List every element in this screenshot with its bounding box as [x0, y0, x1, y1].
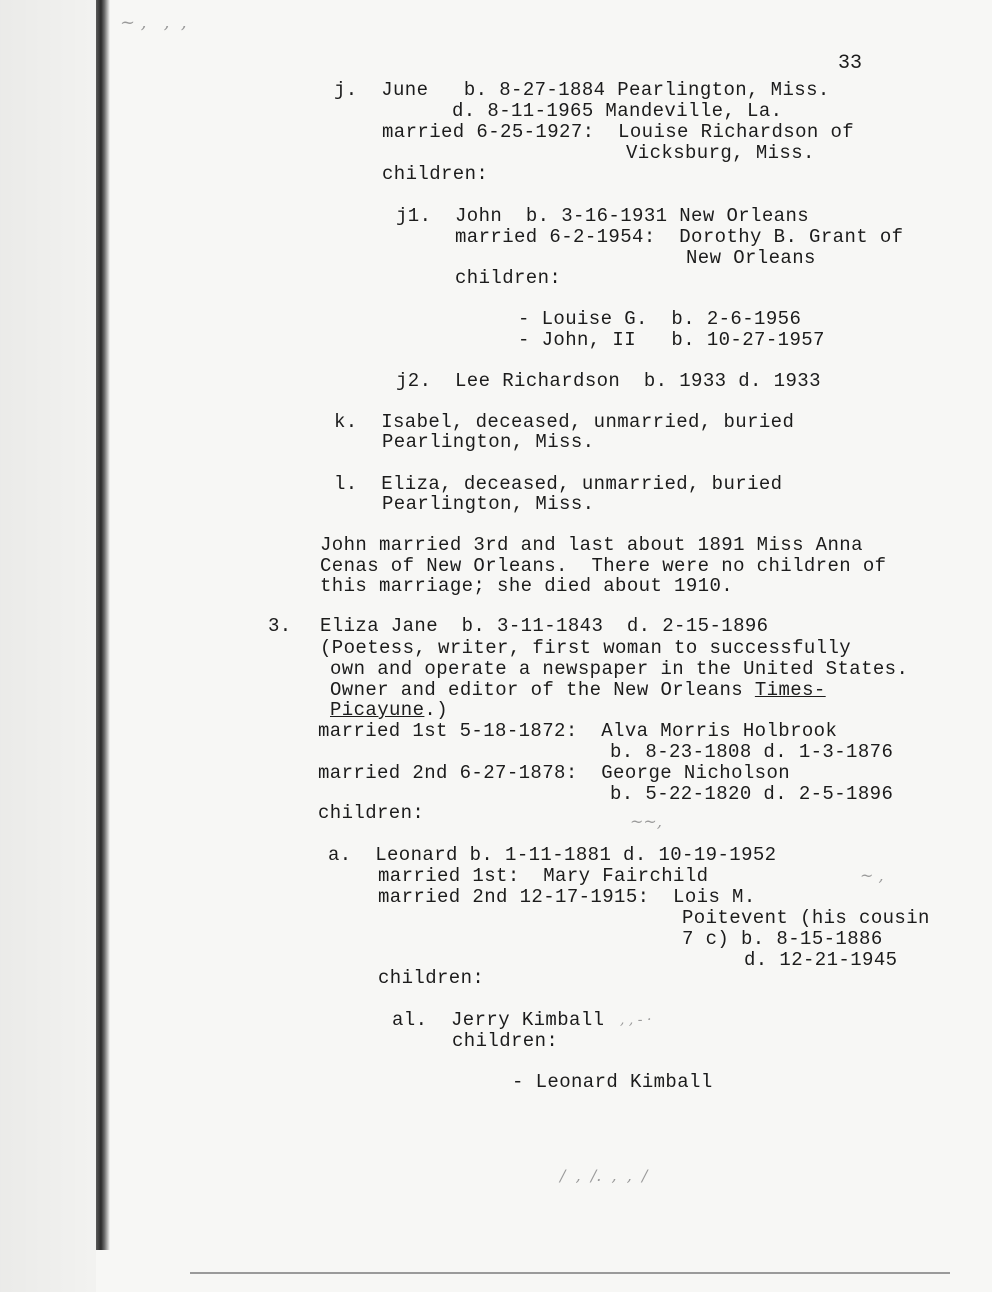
- line-three-4: [330, 680, 826, 700]
- line-three-2: (Poetess, writer, first woman to successfully: [320, 637, 852, 659]
- line-a-children: children:: [378, 967, 485, 989]
- line-three-3: own and operate a newspaper in the United States.: [330, 658, 909, 680]
- line-a-m2-2: Poitevent (his cousin: [682, 907, 930, 929]
- line-j-died: d. 8-11-1965 Mandeville, La.: [452, 100, 783, 122]
- line-j1-married: married 6-2-1954: Dorothy B. Grant of: [455, 226, 904, 248]
- line-a1-children: children:: [452, 1030, 559, 1052]
- line-k-head: k. Isabel, deceased, unmarried, buried: [334, 411, 795, 433]
- line-three-children: children:: [318, 802, 425, 824]
- line-three-4a: Owner and editor of the New Orleans: [330, 679, 755, 701]
- line-a-m2-4: d. 12-21-1945: [744, 949, 898, 971]
- line-j1-married-2: New Orleans: [686, 247, 816, 269]
- line-j-married-2: Vicksburg, Miss.: [626, 142, 815, 164]
- handwritten-mark: / , /. , , /: [560, 1166, 648, 1185]
- line-three-5a: Picayune: [330, 699, 425, 721]
- line-para-3: this marriage; she died about 1910.: [320, 575, 734, 597]
- line-a-m2-3: 7 c) b. 8-15-1886: [682, 928, 883, 950]
- section-number: 3.: [268, 615, 292, 637]
- line-three-4b: Times-: [754, 679, 826, 701]
- handwritten-mark: , , - ·: [620, 1012, 652, 1028]
- line-j1-child-2: - John, II b. 10-27-1957: [518, 329, 825, 351]
- line-j2-head: j2. Lee Richardson b. 1933 d. 1933: [396, 370, 821, 392]
- line-a-m2: married 2nd 12-17-1915: Lois M.: [378, 886, 756, 908]
- line-a1-child-1: - Leonard Kimball: [512, 1071, 713, 1093]
- line-j-married: married 6-25-1927: Louise Richardson of: [382, 121, 855, 143]
- line-j1-children: children:: [455, 267, 562, 289]
- handwritten-mark: ~ ,: [860, 866, 884, 885]
- line-l-head: l. Eliza, deceased, unmarried, buried: [334, 473, 783, 495]
- line-three-head: Eliza Jane b. 3-11-1843 d. 2-15-1896: [320, 615, 769, 637]
- line-para-2: Cenas of New Orleans. There were no children of: [320, 555, 887, 577]
- line-a-head: a. Leonard b. 1-11-1881 d. 10-19-1952: [328, 844, 777, 866]
- line-j-children: children:: [382, 163, 489, 185]
- binding-edge: [96, 0, 110, 1250]
- line-three-m2-2: b. 5-22-1820 d. 2-5-1896: [610, 783, 894, 805]
- binding-shadow: [0, 0, 96, 1292]
- line-three-m2: married 2nd 6-27-1878: George Nicholson: [318, 762, 791, 784]
- line-para-1: John married 3rd and last about 1891 Miss Anna: [320, 534, 863, 556]
- handwritten-mark: ~~,: [630, 812, 662, 831]
- line-three-m1: married 1st 5-18-1872: Alva Morris Holbrook: [318, 720, 838, 742]
- bottom-rule: [190, 1272, 950, 1274]
- line-j-head: j. June b. 8-27-1884 Pearlington, Miss.: [334, 79, 830, 101]
- line-three-m1-2: b. 8-23-1808 d. 1-3-1876: [610, 741, 894, 763]
- line-three-5: [330, 700, 448, 720]
- line-l-2: Pearlington, Miss.: [382, 493, 595, 515]
- line-j1-head: j1. John b. 3-16-1931 New Orleans: [396, 205, 810, 227]
- handwritten-mark-top: ~ , , ,: [120, 12, 187, 33]
- line-a-m1: married 1st: Mary Fairchild: [378, 865, 709, 887]
- line-j1-child-1: - Louise G. b. 2-6-1956: [518, 308, 802, 330]
- page-number: 33: [838, 52, 863, 75]
- line-a1-head: al. Jerry Kimball: [392, 1009, 605, 1031]
- line-k-2: Pearlington, Miss.: [382, 431, 595, 453]
- line-three-5b: .): [424, 699, 449, 721]
